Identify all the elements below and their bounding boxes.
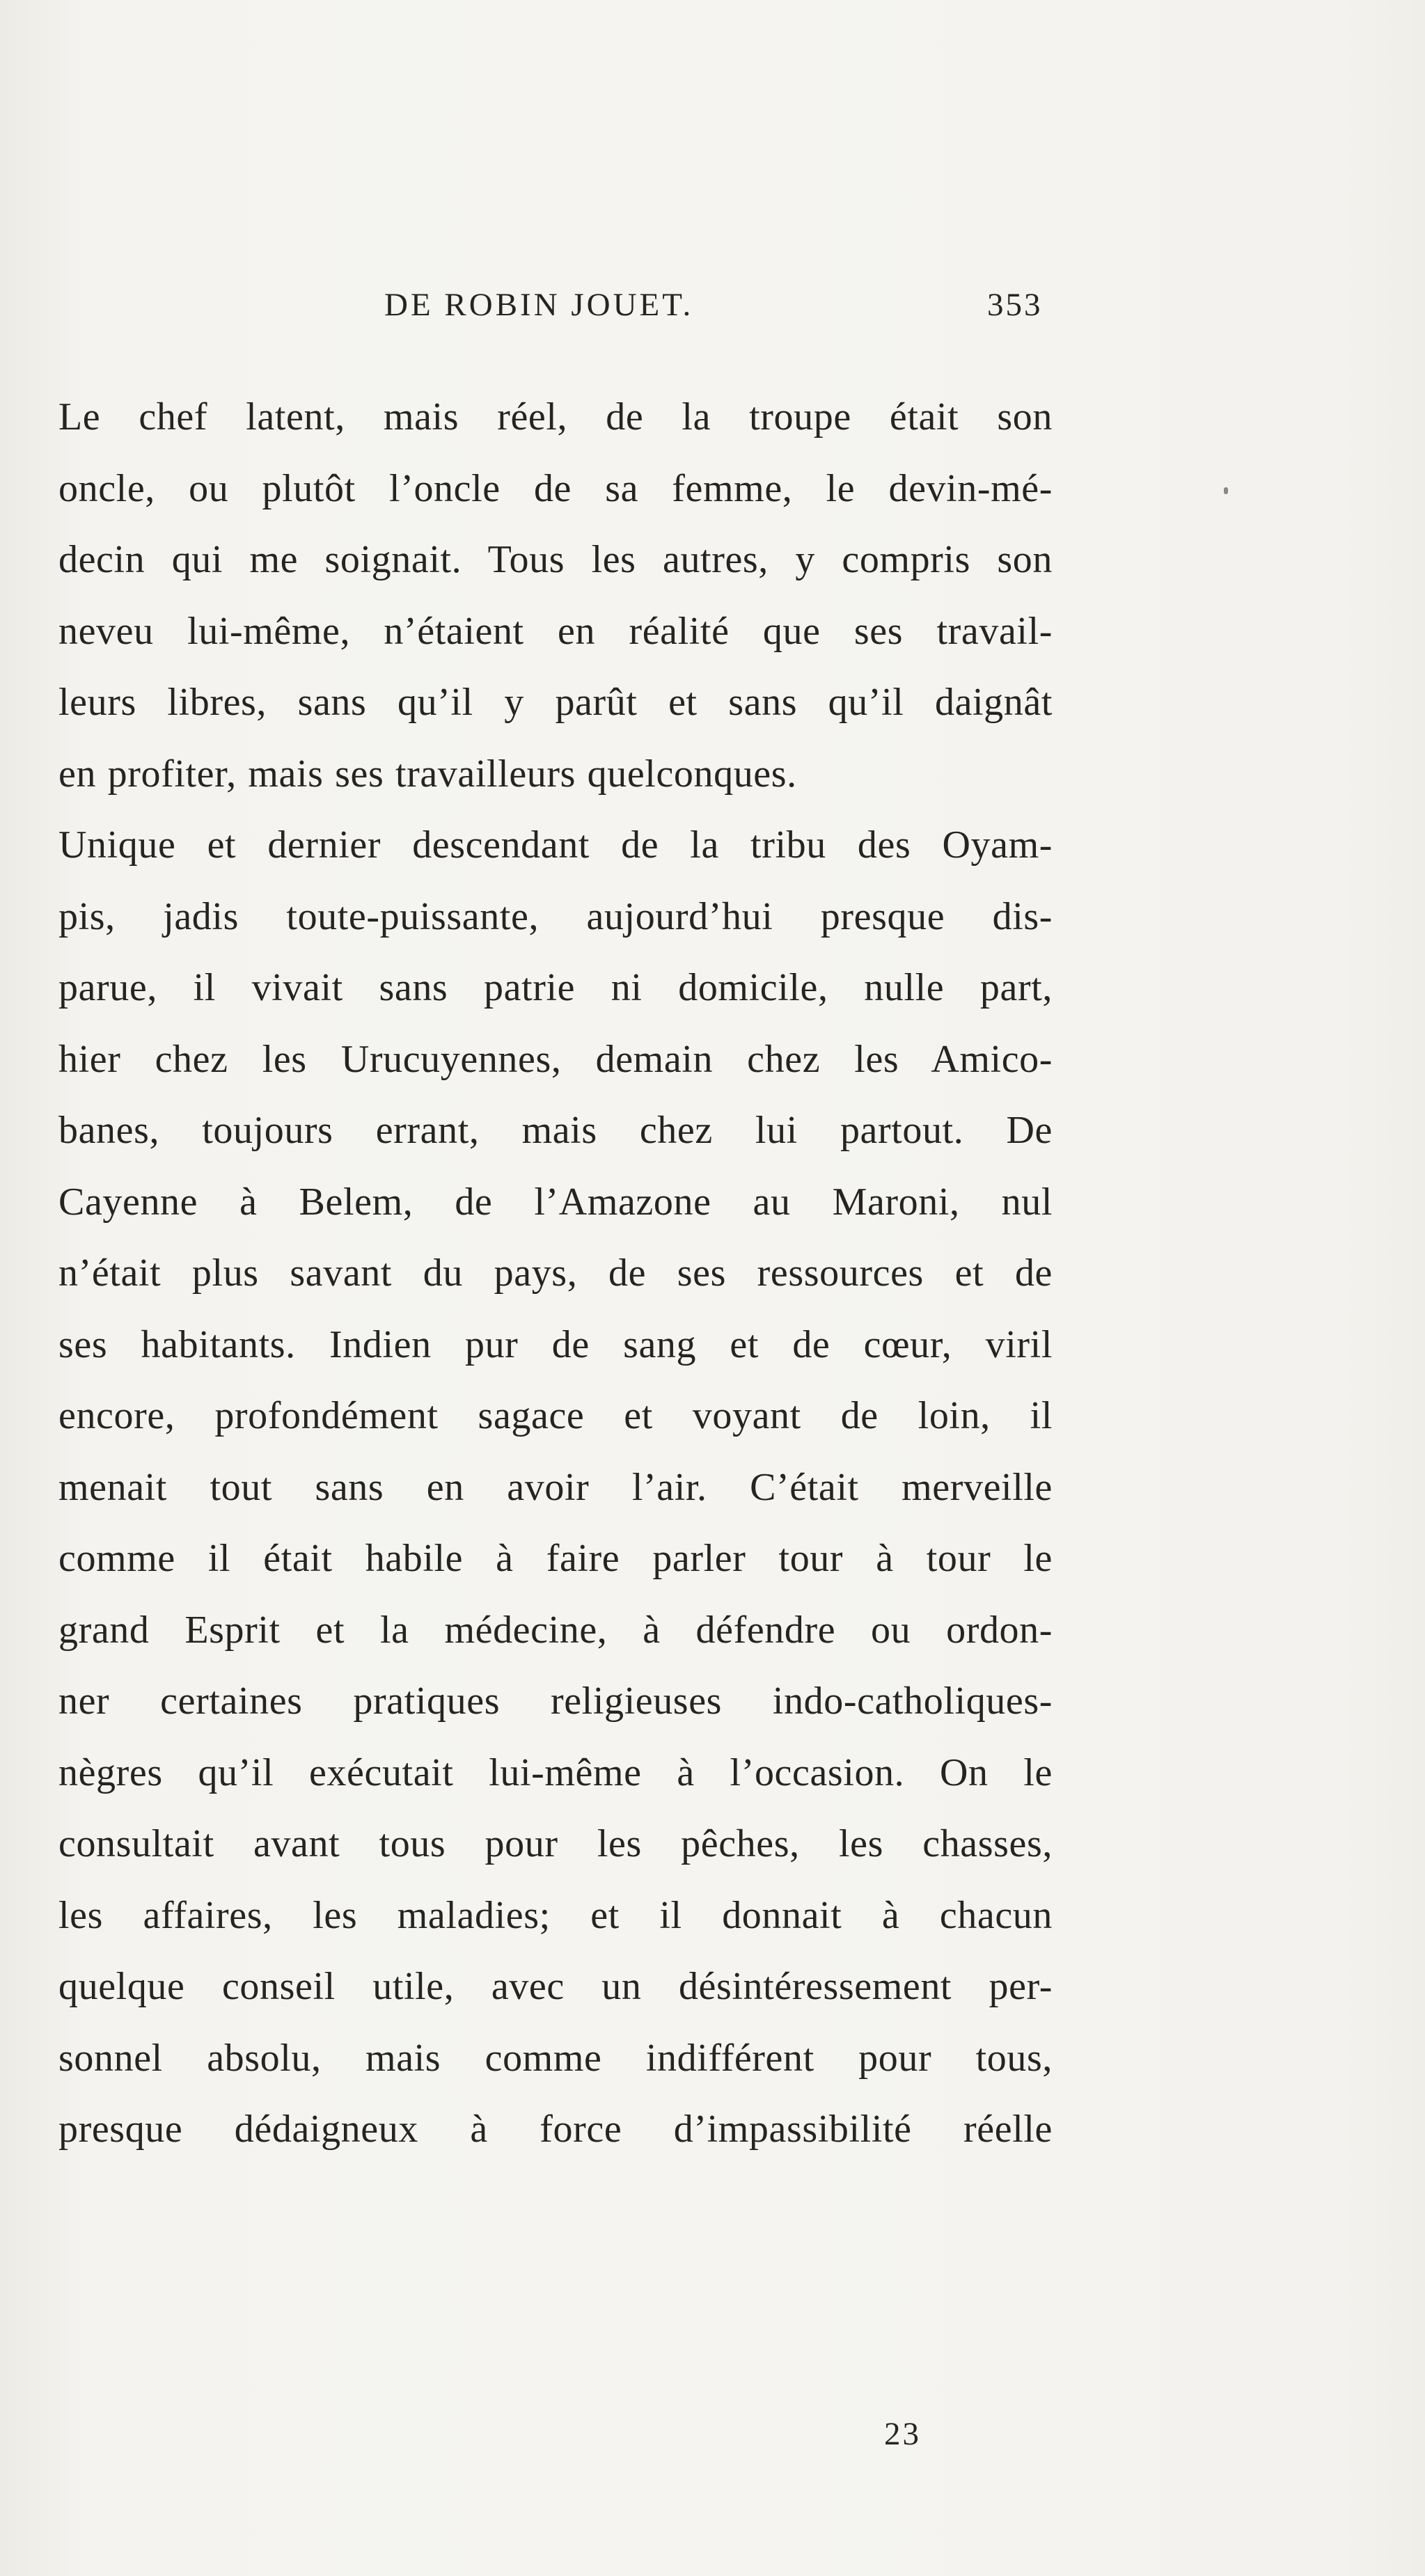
- text-line: oncle, ou plutôt l’oncle de sa femme, le devin-mé-: [58, 466, 1053, 510]
- text-line: Le chef latent, mais réel, de la troupe était son: [58, 395, 1053, 438]
- text-line: comme il était habile à faire parler tour à tour le: [58, 1537, 1053, 1580]
- text-line: Cayenne à Belem, de l’Amazone au Maroni, nul: [58, 1180, 1053, 1224]
- body-text: [58, 381, 1053, 2165]
- text-line: leurs libres, sans qu’il y parût et sans qu’il daignât: [58, 681, 1053, 724]
- running-head: [0, 284, 1425, 326]
- text-line: Unique et dernier descendant de la tribu des Oyam-: [58, 823, 1053, 867]
- text-line: n’était plus savant du pays, de ses ressources et de: [58, 1251, 1053, 1295]
- text-line: en profiter, mais ses travailleurs quelconques.: [58, 752, 797, 796]
- text-line: presque dédaigneux à force d’impassibilité réelle: [58, 2108, 1053, 2151]
- text-line: consultait avant tous pour les pêches, les chasses,: [58, 1822, 1053, 1865]
- text-line: nègres qu’il exécutait lui-même à l’occasion. On le: [58, 1751, 1053, 1794]
- text-line: ner certaines pratiques religieuses indo-catholiques-: [58, 1680, 1053, 1723]
- text-line: quelque conseil utile, avec un désintéressement per-: [58, 1965, 1053, 2008]
- text-line: parue, il vivait sans patrie ni domicile, nulle part,: [58, 966, 1053, 1009]
- text-line: neveu lui-même, n’étaient en réalité que ses travail-: [58, 609, 1053, 653]
- text-line: pis, jadis toute-puissante, aujourd’hui presque dis-: [58, 894, 1053, 938]
- signature-mark: 23: [884, 2416, 921, 2452]
- text-line: sonnel absolu, mais comme indifférent pour tous,: [58, 2036, 1053, 2080]
- text-line: les affaires, les maladies; et il donnait à chacun: [58, 1893, 1053, 1937]
- paper-speck: [1224, 487, 1228, 494]
- text-line: grand Esprit et la médecine, à défendre ou ordon-: [58, 1608, 1053, 1652]
- text-line: menait tout sans en avoir l’air. C’était merveille: [58, 1465, 1053, 1509]
- text-line: ses habitants. Indien pur de sang et de cœur, viril: [58, 1322, 1053, 1366]
- text-line: encore, profondément sagace et voyant de loin, il: [58, 1394, 1053, 1437]
- running-title: DE ROBIN JOUET.: [384, 287, 694, 323]
- page-number: 353: [987, 287, 1043, 323]
- text-line: banes, toujours errant, mais chez lui partout. De: [58, 1109, 1053, 1152]
- text-line: decin qui me soignait. Tous les autres, y compris son: [58, 538, 1053, 581]
- text-line: hier chez les Urucuyennes, demain chez les Amico-: [58, 1037, 1053, 1081]
